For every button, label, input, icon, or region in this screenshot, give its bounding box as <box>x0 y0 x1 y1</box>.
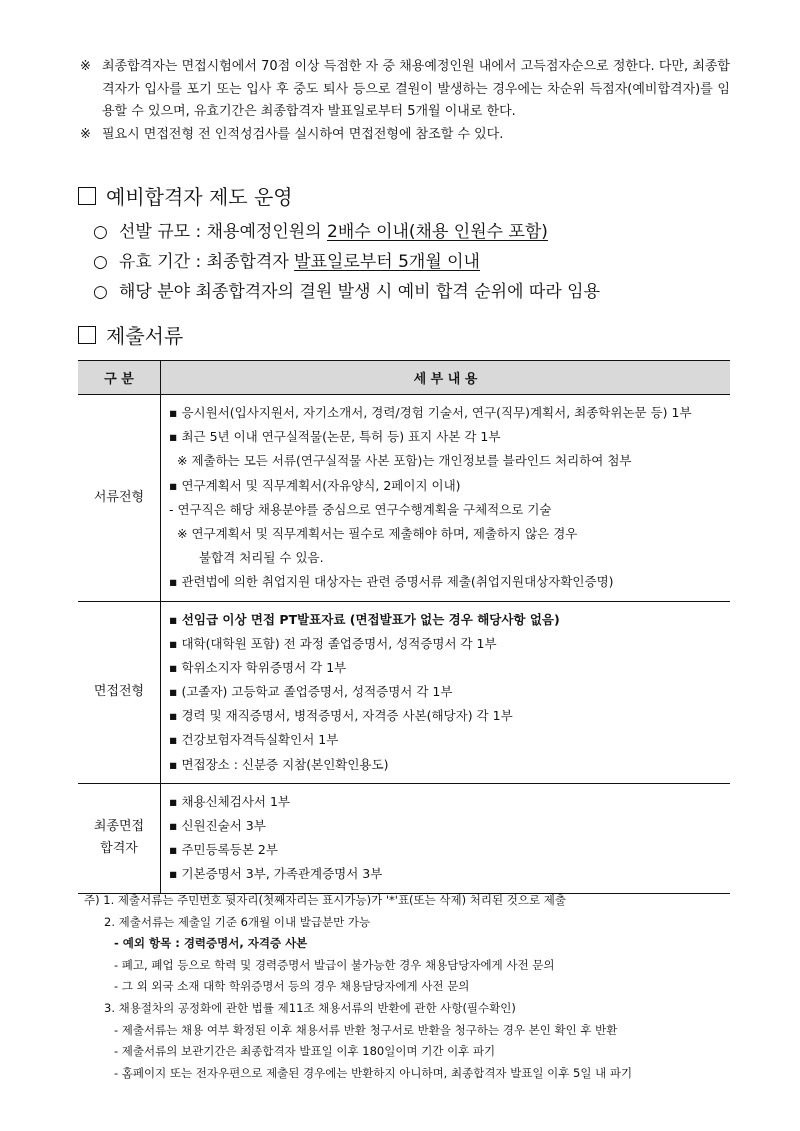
table-header-category: 구 분 <box>78 361 161 395</box>
reference-mark: ※ <box>80 126 91 142</box>
category-line: 최종면접 <box>93 819 145 835</box>
detail-line: ▪ 응시원서(입사지원서, 자기소개서, 경력/경험 기술서, 연구(직무)계획서, 최종학위논문 등) 1부 <box>169 405 692 420</box>
category-cell <box>78 783 161 893</box>
note-aptitude-test <box>80 124 730 147</box>
detail-line: ▪ 연구계획서 및 직무계획서(자유양식, 2페이지 이내) <box>169 477 461 493</box>
circle-bullet-icon: ○ <box>93 282 108 302</box>
detail-line: ▪ 채용신체검사서 1부 <box>169 793 290 809</box>
detail-line: ▪ 주민등록등본 2부 <box>169 842 278 858</box>
detail-line: - 연구직은 해당 채용분야를 중심으로 연구수행계획을 구체적으로 기술 <box>169 501 552 517</box>
section-title-text: 제출서류 <box>106 324 184 348</box>
square-box-icon <box>78 326 96 344</box>
detail-line: ※ 연구계획서 및 직무계획서는 필수로 제출해야 하며, 제출하지 않은 경우 <box>177 525 578 541</box>
item-underlined: 발표일로부터 5개월 이내 <box>294 252 480 272</box>
detail-line: ▪ 대학(대학원 포함) 전 과정 졸업증명서, 성적증명서 각 1부 <box>169 635 497 651</box>
section-title-documents <box>78 320 183 349</box>
item-label: 해당 분야 최종합격자의 결원 발생 시 예비 합격 순위에 따라 임용 <box>119 282 601 302</box>
item-label: 선발 규모 : 채용예정인원의 <box>119 222 327 242</box>
note-text: 필요시 면접전형 전 인적성검사를 실시하여 면접전형에 참조할 수 있다. <box>102 126 504 142</box>
footnote-line: - 폐고, 폐업 등으로 학력 및 경력증명서 발급이 불가능한 경우 채용담당자에게 사전 문의 <box>114 957 555 972</box>
square-box-icon <box>78 187 96 205</box>
detail-line: ※ 제출하는 모든 서류(연구실적물 사본 포함)는 개인정보를 블라인드 처리하여 첨부 <box>177 453 632 469</box>
detail-line: ▪ (고졸자) 고등학교 졸업증명서, 성적증명서 각 1부 <box>169 684 453 700</box>
table-row-document-screening <box>78 395 730 602</box>
detail-line: ▪ 면접장소 : 신분증 지참(본인확인용도) <box>169 756 389 772</box>
detail-line: ▪ 기본증명서 3부, 가족관계증명서 3부 <box>169 866 383 882</box>
item-label: 유효 기간 : 최종합격자 <box>119 252 295 272</box>
reserve-items-list <box>93 217 600 307</box>
table-row-final-passers <box>78 783 730 893</box>
notes-block <box>80 56 730 146</box>
category-cell: 서류전형 <box>78 395 161 602</box>
detail-line: ▪ 선임급 이상 면접 PT발표자료 (면접발표가 없는 경우 해당사항 없음) <box>169 611 560 627</box>
table-header-details: 세 부 내 용 <box>161 361 731 395</box>
detail-line: ▪ 최근 5년 이내 연구실적물(논문, 특허 등) 표지 사본 각 1부 <box>169 429 501 445</box>
detail-line: 불합격 처리될 수 있음. <box>199 550 324 566</box>
detail-line: ▪ 학위소지자 학위증명서 각 1부 <box>169 659 347 675</box>
detail-line: ▪ 건강보험자격득실확인서 1부 <box>169 732 339 748</box>
footnote-line: - 제출서류의 보관기간은 최종합격자 발표일 이후 180일이며 기간 이후 파기 <box>114 1044 496 1059</box>
note-text: 최종합격자는 면접시험에서 70점 이상 득점한 자 중 채용예정인원 내에서 고득점자순으로 정한다. 다만, 최종합격자가 입사를 포기 또는 입사 후 중도 퇴사 등으로 결원이 발생하는 경우에는 차순위 득점자(예비합격자)를 임용할 수 있으며, 유효기간은 최종합격자 발표일로부터 5개월 이내로 한다. <box>102 59 730 120</box>
table-row-interview <box>78 601 730 783</box>
footnote-line: - 그 외 외국 소재 대학 학위증명서 등의 경우 채용담당자에게 사전 문의 <box>114 979 470 994</box>
footnote-line: - 예외 항목 : 경력증명서, 자격증 사본 <box>114 936 308 951</box>
details-cell <box>161 601 731 783</box>
note-final-selection <box>80 56 730 124</box>
reference-mark: ※ <box>80 59 91 74</box>
footnote-line: - 홈페이지 또는 전자우편으로 제출된 경우에는 반환하지 아니하며, 최종합격자 발표일 이후 5일 내 파기 <box>114 1065 633 1080</box>
footnote-line: 3. 채용절차의 공정화에 관한 법률 제11조 채용서류의 반환에 관한 사항(필수확인) <box>104 1000 516 1015</box>
reserve-item-scale <box>93 217 600 247</box>
details-cell <box>161 783 731 893</box>
footnote-line: 2. 제출서류는 제출일 기준 6개월 이내 발급분만 가능 <box>104 914 371 929</box>
footnote-line: - 제출서류는 채용 여부 확정된 이후 채용서류 반환 청구서로 반환을 청구하는 경우 본인 확인 후 반환 <box>114 1022 618 1037</box>
detail-line: ▪ 관련법에 의한 취업지원 대상자는 관련 증명서류 제출(취업지원대상자확인증명) <box>169 574 614 590</box>
table-header-row <box>78 361 730 395</box>
detail-line: ▪ 경력 및 재직증명서, 병적증명서, 자격증 사본(해당자) 각 1부 <box>169 708 513 724</box>
circle-bullet-icon: ○ <box>93 222 108 242</box>
category-line: 합격자 <box>100 841 138 857</box>
footnotes-block <box>84 890 632 1084</box>
circle-bullet-icon: ○ <box>93 252 108 272</box>
category-cell: 면접전형 <box>78 601 161 783</box>
section-title-reserve-candidates <box>78 181 293 210</box>
documents-table <box>78 360 730 894</box>
item-underlined: 2배수 이내(채용 인원수 포함) <box>327 222 548 242</box>
details-cell <box>161 395 731 602</box>
reserve-item-appointment <box>93 277 600 307</box>
reserve-item-validity <box>93 247 600 277</box>
detail-line: ▪ 신원진술서 3부 <box>169 818 266 833</box>
section-title-text: 예비합격자 제도 운영 <box>106 185 293 209</box>
footnote-line: 주) 1. 제출서류는 주민번호 뒷자리(첫째자리는 표시가능)가 '*'표(또는 삭제) 처리된 것으로 제출 <box>84 893 566 907</box>
